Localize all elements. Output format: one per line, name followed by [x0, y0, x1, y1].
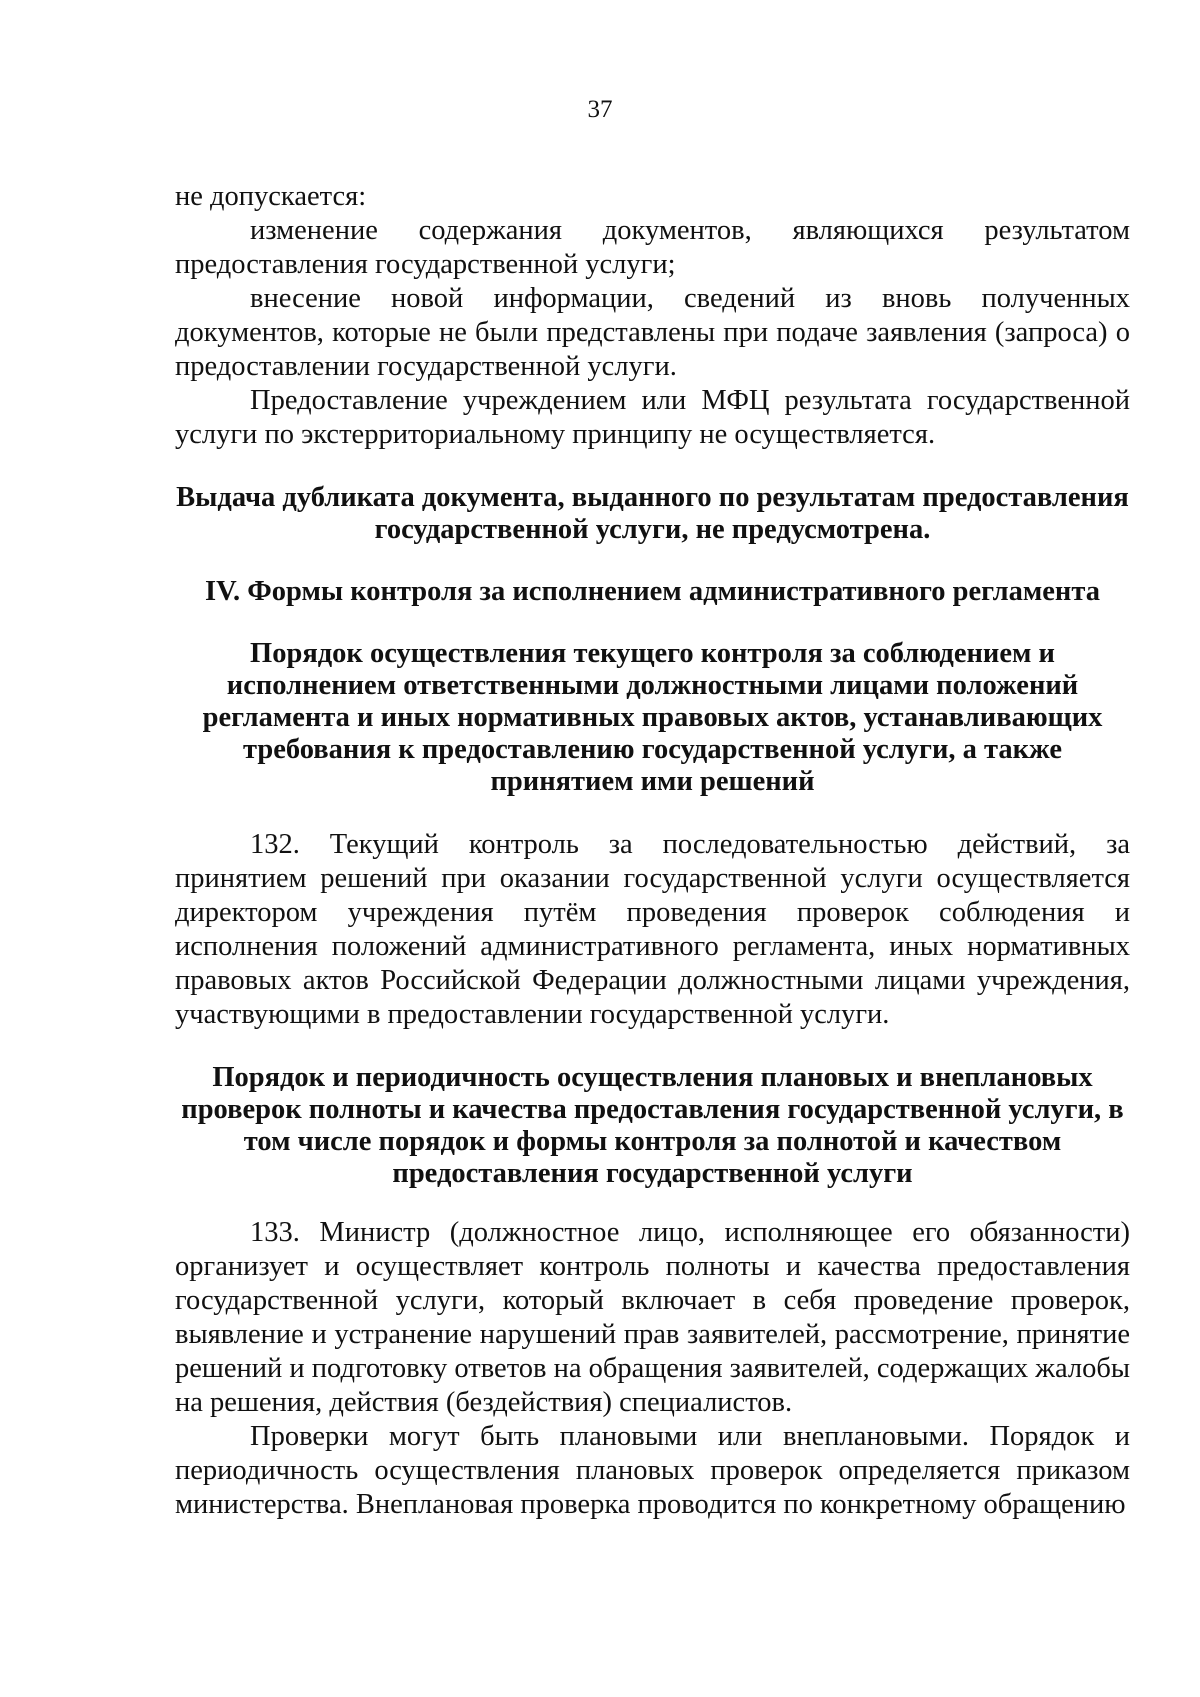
- document-body: [175, 180, 1130, 1522]
- paragraph-132: 132. Текущий контроль за последовательностью действий, за принятием решений при оказании государственной услуги осуществляется директором учреждения путём проведения проверок соблюдения и исполнения положений административного регламента, иных нормативных правовых актов Российской Федерации должностными лицами учреждения, участвующими в предоставлении государственной услуги.: [175, 829, 1130, 1030]
- paragraph-extraterritorial: Предоставление учреждением или МФЦ результата государственной услуги по экстерриториальному принципу не осуществляется.: [175, 385, 1130, 450]
- heading-inspections: Порядок и периодичность осуществления плановых и внеплановых проверок полноты и качества предоставления государственной услуги, в том числе порядок и формы контроля за полнотой и качеством предоставления государственной услуги: [181, 1062, 1124, 1189]
- heading-duplicate: Выдача дубликата документа, выданного по результатам предоставления государственной услуги, не предусмотрена.: [176, 482, 1129, 545]
- heading-section-iv: IV. Формы контроля за исполнением административного регламента: [205, 576, 1100, 607]
- paragraph-133: 133. Министр (должностное лицо, исполняющее его обязанности) организует и осуществляет контроль полноты и качества предоставления государственной услуги, который включает в себя проведение проверок, выявление и устранение нарушений прав заявителей, рассмотрение, принятие решений и подготовку ответов на обращения заявителей, содержащих жалобы на решения, действия (бездействия) специалистов.: [175, 1217, 1130, 1418]
- paragraph-not-allowed: не допускается:: [175, 181, 367, 212]
- paragraph-new-info: внесение новой информации, сведений из вновь полученных документов, которые не были представлены при подаче заявления (запроса) о предоставлении государственной услуги.: [175, 283, 1130, 382]
- paragraph-inspection-types: Проверки могут быть плановыми или внеплановыми. Порядок и периодичность осуществления плановых проверок определяется приказом министерства. Внеплановая проверка проводится по конкретному обращению: [175, 1421, 1130, 1520]
- paragraph-document-change: изменение содержания документов, являющихся результатом предоставления государственной услуги;: [175, 215, 1130, 280]
- heading-current-control: Порядок осуществления текущего контроля за соблюдением и исполнением ответственными должностными лицами положений регламента и иных нормативных правовых актов, устанавливающих требования к предоставлению государственной услуги, а также принятием ими решений: [202, 638, 1103, 797]
- page-number: 37: [587, 96, 613, 123]
